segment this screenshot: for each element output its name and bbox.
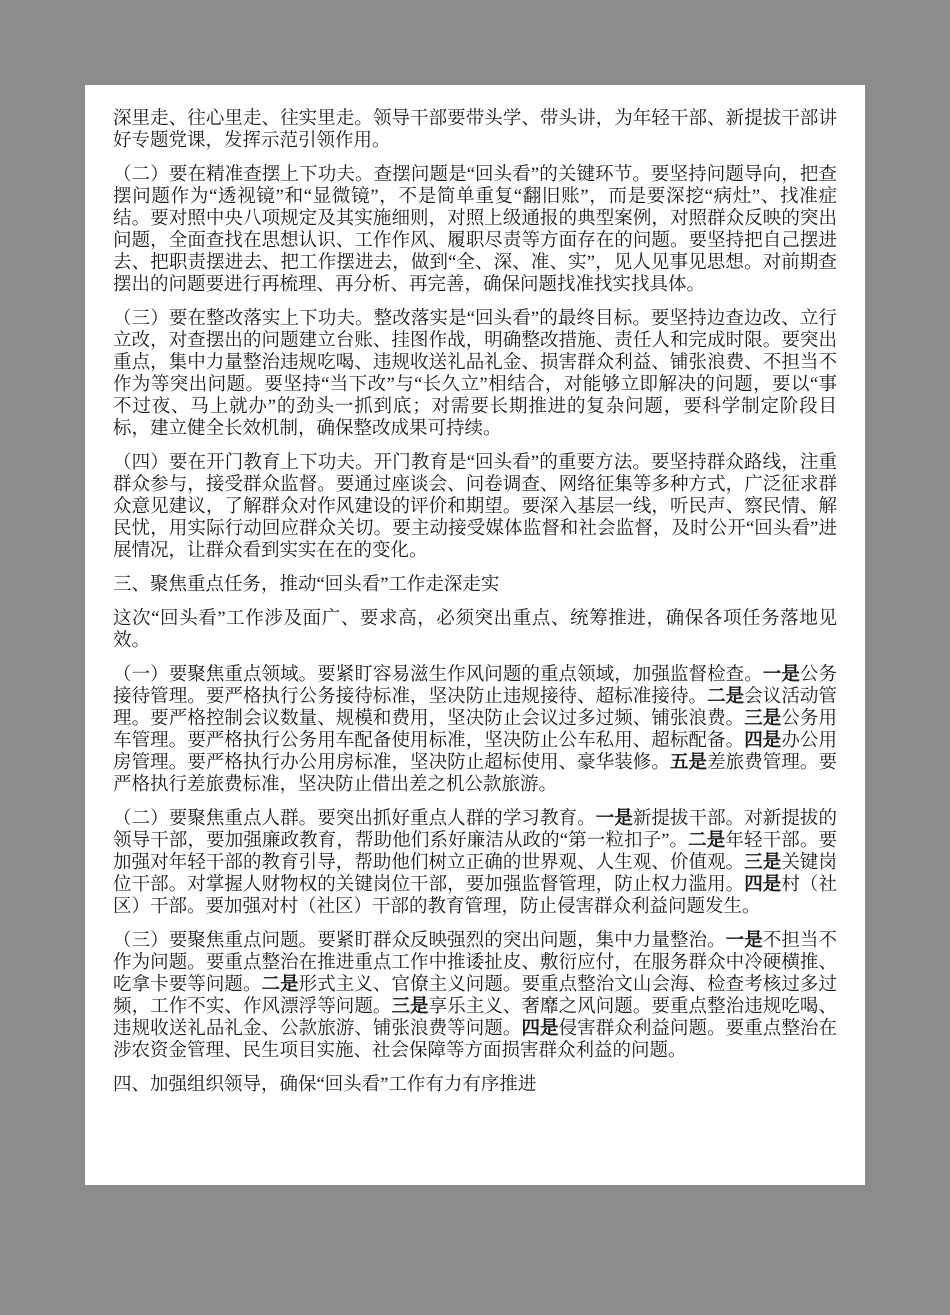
text-run: 深里走、往心里走、往实里走。领导干部要带头学、带头讲，为年轻干部、新提拔干部讲好专题党课，发挥示范引领作用。 bbox=[113, 109, 837, 151]
body-paragraph bbox=[113, 930, 837, 1062]
document-page bbox=[85, 85, 865, 1185]
bold-text-run: 三是 bbox=[744, 853, 782, 873]
bold-text-run: 三是 bbox=[744, 709, 782, 729]
body-paragraph bbox=[113, 452, 837, 562]
text-run: 关键岗位干部。对掌握人财物权的关键岗位干部，要加强监督管理，防止权力滥用。 bbox=[113, 853, 837, 895]
body-paragraph bbox=[113, 108, 837, 152]
bold-text-run: 二是 bbox=[688, 831, 726, 851]
text-run: （二）要在精准查摆上下功夫。查摆问题是“回头看”的关键环节。要坚持问题导向，把查摆问题作为“透视镜”和“显微镜”，不是简单重复“翻旧账”，而是要深挖“病灶”、找准症结。要对照中央八项规定及其实施细则，对照上级通报的典型案例，对照群众反映的突出问题，全面查找在思想认识、工作作风、履职尽责等方面存在的问题。要坚持把自己摆进去、把职责摆进去、把工作摆进去，做到“全、深、准、实”，见人见事见思想。对前期查摆出的问题要进行再梳理、再分析、再完善，确保问题找准找实找具体。 bbox=[113, 165, 837, 295]
bold-text-run: 四是 bbox=[744, 875, 782, 895]
text-run: 会议活动管理。要严格控制会议数量、规模和费用，坚决防止会议过多过频、铺张浪费。 bbox=[113, 687, 837, 729]
body-paragraph bbox=[113, 664, 837, 796]
text-run: 年轻干部。要加强对年轻干部的教育引导，帮助他们树立正确的世界观、人生观、价值观。 bbox=[113, 831, 837, 873]
body-paragraph bbox=[113, 164, 837, 296]
bold-text-run: 四是 bbox=[744, 731, 782, 751]
body-paragraph bbox=[113, 808, 837, 918]
text-run: （四）要在开门教育上下功夫。开门教育是“回头看”的重要方法。要坚持群众路线，注重群众参与，接受群众监督。要通过座谈会、问卷调查、网络征集等多种方式，广泛征求群众意见建议，了解群众对作风建设的评价和期望。要深入基层一线，听民声、察民情、解民忧，用实际行动回应群众关切。要主动接受媒体监督和社会监督，及时公开“回头看”进展情况，让群众看到实实在在的变化。 bbox=[113, 453, 837, 561]
text-run: 形式主义、官僚主义问题。要重点整治文山会海、检查考核过多过频，工作不实、作风漂浮等问题。 bbox=[113, 975, 837, 1017]
bold-text-run: 二是 bbox=[707, 687, 745, 707]
body-paragraph bbox=[113, 308, 837, 440]
text-run: 四、加强组织领导，确保“回头看”工作有力有序推进 bbox=[113, 1075, 537, 1095]
text-run: 不担当不作为问题。要重点整治在推进重点工作中推诿扯皮、敷衍应付，在服务群众中冷硬横推、吃拿卡要等问题。 bbox=[113, 931, 837, 995]
bold-text-run: 一是 bbox=[595, 809, 633, 829]
section-heading bbox=[113, 574, 837, 596]
text-run: 这次“回头看”工作涉及面广、要求高，必须突出重点、统筹推进，确保各项任务落地见效。 bbox=[113, 609, 837, 651]
text-run: 办公用房管理。要严格执行办公用房标准，坚决防止超标使用、豪华装修。 bbox=[113, 731, 837, 773]
bold-text-run: 二是 bbox=[261, 975, 299, 995]
section-heading bbox=[113, 1074, 837, 1096]
bold-text-run: 一是 bbox=[762, 665, 800, 685]
text-run: 新提拔干部。对新提拔的领导干部，要加强廉政教育，帮助他们系好廉洁从政的“第一粒扣子”。 bbox=[113, 809, 837, 851]
bold-text-run: 五是 bbox=[669, 753, 708, 773]
text-run: 侵害群众利益问题。要重点整治在涉农资金管理、民生项目实施、社会保障等方面损害群众利益的问题。 bbox=[113, 1019, 837, 1061]
bold-text-run: 四是 bbox=[521, 1019, 559, 1039]
body-paragraph bbox=[113, 608, 837, 652]
text-run: （一）要聚焦重点领域。要紧盯容易滋生作风问题的重点领域，加强监督检查。 bbox=[113, 665, 763, 685]
text-run: 村（社区）干部。要加强对村（社区）干部的教育管理，防止侵害群众利益问题发生。 bbox=[113, 875, 837, 917]
bold-text-run: 一是 bbox=[725, 931, 763, 951]
text-run: （三）要在整改落实上下功夫。整改落实是“回头看”的最终目标。要坚持边查边改、立行立改，对查摆出的问题建立台账、挂图作战，明确整改措施、责任人和完成时限。要突出重点，集中力量整治违规吃喝、违规收送礼品礼金、损害群众利益、铺张浪费、不担当不作为等突出问题。要坚持“当下改”与“长久立”相结合，对能够立即解决的问题，要以“事不过夜、马上就办”的劲头一抓到底；对需要长期推进的复杂问题，要科学制定阶段目标，建立健全长效机制，确保整改成果可持续。 bbox=[113, 309, 837, 439]
text-run: 差旅费管理。要严格执行差旅费标准，坚决防止借出差之机公款旅游。 bbox=[113, 753, 837, 795]
bold-text-run: 三是 bbox=[391, 997, 429, 1017]
text-run: 三、聚焦重点任务，推动“回头看”工作走深走实 bbox=[113, 575, 500, 595]
text-run: 享乐主义、奢靡之风问题。要重点整治违规吃喝、违规收送礼品礼金、公款旅游、铺张浪费等问题。 bbox=[113, 997, 837, 1039]
text-run: （三）要聚焦重点问题。要紧盯群众反映强烈的突出问题，集中力量整治。 bbox=[113, 931, 726, 951]
text-run: 公务接待管理。要严格执行公务接待标准，坚决防止违规接待、超标准接待。 bbox=[113, 665, 837, 707]
document-viewer bbox=[0, 85, 950, 1315]
text-run: （二）要聚焦重点人群。要突出抓好重点人群的学习教育。 bbox=[113, 809, 596, 829]
text-run: 公务用车管理。要严格执行公务用车配备使用标准，坚决防止公车私用、超标配备。 bbox=[113, 709, 837, 751]
